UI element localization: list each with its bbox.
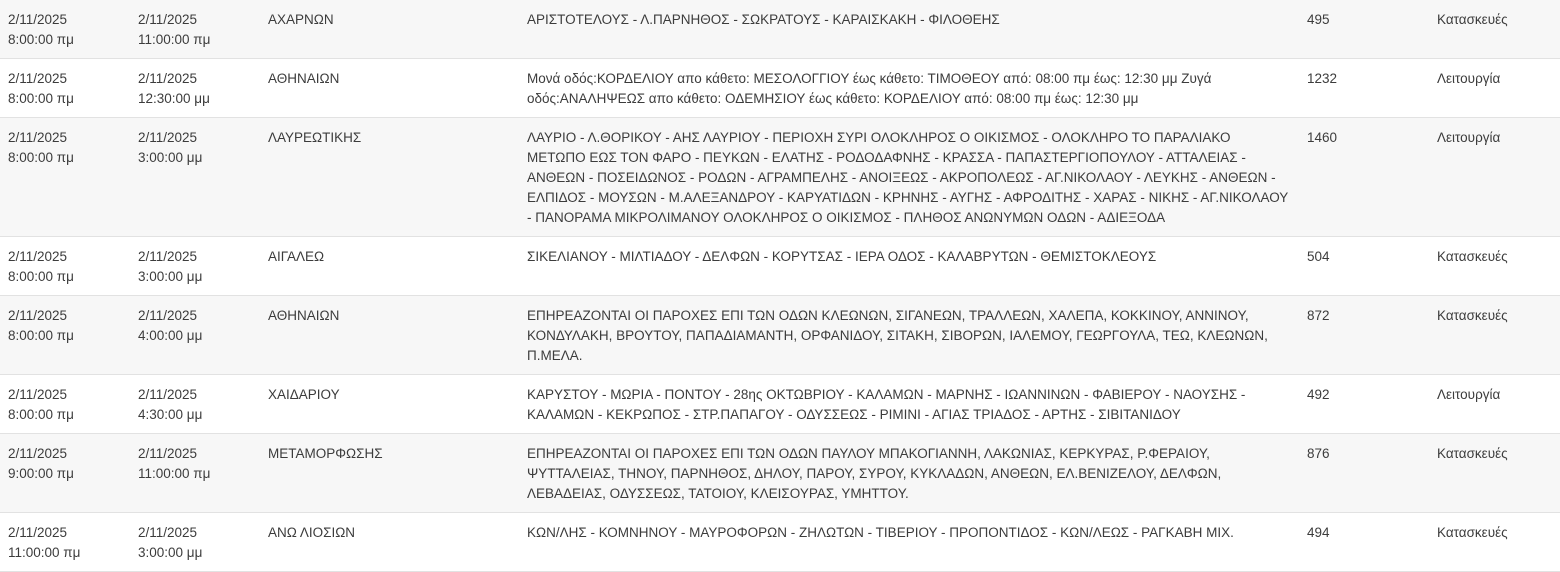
end-datetime-cell xyxy=(130,237,260,296)
number-cell: 504 xyxy=(1299,237,1429,296)
table-row xyxy=(0,0,1560,59)
end-datetime-cell xyxy=(130,118,260,237)
table-row xyxy=(0,118,1560,237)
end-time: 4:30:00 μμ xyxy=(138,407,203,422)
end-time: 3:00:00 μμ xyxy=(138,545,203,560)
end-date: 2/11/2025 xyxy=(138,71,198,86)
end-date: 2/11/2025 xyxy=(138,446,198,461)
municipality-cell: ΑΙΓΑΛΕΩ xyxy=(260,237,519,296)
affected-streets-cell: ΚΑΡΥΣΤΟΥ - ΜΩΡΙΑ - ΠΟΝΤΟΥ - 28ης ΟΚΤΩΒΡΙΟΥ - ΚΑΛΑΜΩΝ - ΜΑΡΝΗΣ - ΙΩΑΝΝΙΝΩΝ - ΦΑΒΙΕΡΟΥ - ΝΑΟΥΣΗΣ - ΚΑΛΑΜΩΝ - ΚΕΚΡΩΠΟΣ - ΣΤΡ.ΠΑΠΑΓΟΥ - ΟΔΥΣΣΕΩΣ - ΡΙΜΙΝΙ - ΑΓΙΑΣ ΤΡΙΑΔΟΣ - ΑΡΤΗΣ - ΣΙΒΙΤΑΝΙΔΟΥ xyxy=(519,375,1299,434)
table-row xyxy=(0,59,1560,118)
affected-streets-cell: ΚΩΝ/ΛΗΣ - ΚΟΜΝΗΝΟΥ - ΜΑΥΡΟΦΟΡΩΝ - ΖΗΛΩΤΩΝ - ΤΙΒΕΡΙΟΥ - ΠΡΟΠΟΝΤΙΔΟΣ - ΚΩΝ/ΛΕΩΣ - ΡΑΓΚΑΒΗ ΜΙΧ. xyxy=(519,513,1299,572)
end-datetime-cell xyxy=(130,513,260,572)
end-time: 12:30:00 μμ xyxy=(138,91,210,106)
start-datetime-cell xyxy=(0,59,130,118)
outage-type-cell: Κατασκευές xyxy=(1429,296,1560,375)
outage-type-cell: Κατασκευές xyxy=(1429,513,1560,572)
end-datetime-cell xyxy=(130,0,260,59)
municipality-cell: ΑΘΗΝΑΙΩΝ xyxy=(260,59,519,118)
start-datetime-cell xyxy=(0,434,130,513)
end-time: 3:00:00 μμ xyxy=(138,150,203,165)
outage-type-cell: Κατασκευές xyxy=(1429,434,1560,513)
end-datetime-cell xyxy=(130,59,260,118)
start-time: 8:00:00 πμ xyxy=(8,32,74,47)
affected-streets-cell: ΑΡΙΣΤΟΤΕΛΟΥΣ - Λ.ΠΑΡΝΗΘΟΣ - ΣΩΚΡΑΤΟΥΣ - ΚΑΡΑΙΣΚΑΚΗ - ΦΙΛΟΘΕΗΣ xyxy=(519,0,1299,59)
municipality-cell: ΧΑΙΔΑΡΙΟΥ xyxy=(260,375,519,434)
affected-streets-cell: ΛΑΥΡΙΟ - Λ.ΘΟΡΙΚΟΥ - ΑΗΣ ΛΑΥΡΙΟΥ - ΠΕΡΙΟΧΗ ΣΥΡΙ ΟΛΟΚΛΗΡΟΣ Ο ΟΙΚΙΣΜΟΣ - ΟΛΟΚΛΗΡΟ ΤΟ ΠΑΡΑΛΙΑΚΟ ΜΕΤΩΠΟ ΕΩΣ ΤΟΝ ΦΑΡΟ - ΠΕΥΚΩΝ - ΕΛΑΤΗΣ - ΡΟΔΟΔΑΦΝΗΣ - ΚΡΑΣΣΑ - ΠΑΠΑΣΤΕΡΓΙΟΠΟΥΛΟΥ - ΑΤΤΑΛΕΙΑΣ - ΑΝΘΕΩΝ - ΠΟΣΕΙΔΩΝΟΣ - ΡΟΔΩΝ - ΑΓΡΑΜΠΕΛΗΣ - ΑΝΟΙΞΕΩΣ - ΑΚΡΟΠΟΛΕΩΣ - ΑΓ.ΝΙΚΟΛΑΟΥ - ΛΕΥΚΗΣ - ΑΝΘΕΩΝ - ΕΛΠΙΔΟΣ - ΜΟΥΣΩΝ - Μ.ΑΛΕΞΑΝΔΡΟΥ - ΚΑΡΥΑΤΙΔΩΝ - ΚΡΗΝΗΣ - ΑΥΓΗΣ - ΑΦΡΟΔΙΤΗΣ - ΧΑΡΑΣ - ΝΙΚΗΣ - ΑΓ.ΝΙΚΟΛΑΟΥ - ΠΑΝΟΡΑΜΑ ΜΙΚΡΟΛΙΜΑΝΟΥ ΟΛΟΚΛΗΡΟΣ Ο ΟΙΚΙΣΜΟΣ - ΠΛΗΘΟΣ ΑΝΩΝΥΜΩΝ ΟΔΩΝ - ΑΔΙΕΞΟΔΑ xyxy=(519,118,1299,237)
table-row xyxy=(0,296,1560,375)
start-date: 2/11/2025 xyxy=(8,130,68,145)
end-date: 2/11/2025 xyxy=(138,387,198,402)
municipality-cell: ΑΧΑΡΝΩΝ xyxy=(260,0,519,59)
number-cell: 492 xyxy=(1299,375,1429,434)
municipality-cell: ΜΕΤΑΜΟΡΦΩΣΗΣ xyxy=(260,434,519,513)
start-datetime-cell xyxy=(0,118,130,237)
start-date: 2/11/2025 xyxy=(8,12,68,27)
end-date: 2/11/2025 xyxy=(138,249,198,264)
start-date: 2/11/2025 xyxy=(8,71,68,86)
end-time: 11:00:00 πμ xyxy=(138,466,211,481)
start-time: 8:00:00 πμ xyxy=(8,328,74,343)
end-date: 2/11/2025 xyxy=(138,12,198,27)
outage-type-cell: Κατασκευές xyxy=(1429,237,1560,296)
start-date: 2/11/2025 xyxy=(8,308,68,323)
number-cell: 1460 xyxy=(1299,118,1429,237)
end-date: 2/11/2025 xyxy=(138,525,198,540)
affected-streets-cell: ΣΙΚΕΛΙΑΝΟΥ - ΜΙΛΤΙΑΔΟΥ - ΔΕΛΦΩΝ - ΚΟΡΥΤΣΑΣ - ΙΕΡΑ ΟΔΟΣ - ΚΑΛΑΒΡΥΤΩΝ - ΘΕΜΙΣΤΟΚΛΕΟΥΣ xyxy=(519,237,1299,296)
table-row xyxy=(0,375,1560,434)
outage-type-cell: Λειτουργία xyxy=(1429,59,1560,118)
start-time: 8:00:00 πμ xyxy=(8,407,74,422)
start-time: 8:00:00 πμ xyxy=(8,269,74,284)
start-time: 11:00:00 πμ xyxy=(8,545,81,560)
end-datetime-cell xyxy=(130,296,260,375)
table-row xyxy=(0,434,1560,513)
start-date: 2/11/2025 xyxy=(8,249,68,264)
number-cell: 1232 xyxy=(1299,59,1429,118)
municipality-cell: ΛΑΥΡΕΩΤΙΚΗΣ xyxy=(260,118,519,237)
number-cell: 872 xyxy=(1299,296,1429,375)
start-time: 8:00:00 πμ xyxy=(8,150,74,165)
start-date: 2/11/2025 xyxy=(8,446,68,461)
outage-type-cell: Λειτουργία xyxy=(1429,375,1560,434)
end-datetime-cell xyxy=(130,375,260,434)
start-time: 8:00:00 πμ xyxy=(8,91,74,106)
number-cell: 495 xyxy=(1299,0,1429,59)
municipality-cell: ΑΝΩ ΛΙΟΣΙΩΝ xyxy=(260,513,519,572)
affected-streets-cell: ΕΠΗΡΕΑΖΟΝΤΑΙ ΟΙ ΠΑΡΟΧΕΣ ΕΠΙ ΤΩΝ ΟΔΩΝ ΠΑΥΛΟΥ ΜΠΑΚΟΓΙΑΝΝΗ, ΛΑΚΩΝΙΑΣ, ΚΕΡΚΥΡΑΣ, Ρ.ΦΕΡΑΙΟΥ, ΨΥΤΤΑΛΕΙΑΣ, ΤΗΝΟΥ, ΠΑΡΝΗΘΟΣ, ΔΗΛΟΥ, ΠΑΡΟΥ, ΣΥΡΟΥ, ΚΥΚΛΑΔΩΝ, ΑΝΘΕΩΝ, ΕΛ.ΒΕΝΙΖΕΛΟΥ, ΔΕΛΦΩΝ, ΛΕΒΑΔΕΙΑΣ, ΟΔΥΣΣΕΩΣ, ΤΑΤΟΙΟΥ, ΚΛΕΙΣΟΥΡΑΣ, ΥΜΗΤΤΟΥ. xyxy=(519,434,1299,513)
end-time: 4:00:00 μμ xyxy=(138,328,203,343)
start-datetime-cell xyxy=(0,237,130,296)
end-date: 2/11/2025 xyxy=(138,130,198,145)
end-datetime-cell xyxy=(130,434,260,513)
start-datetime-cell xyxy=(0,375,130,434)
start-datetime-cell xyxy=(0,513,130,572)
affected-streets-cell: ΕΠΗΡΕΑΖΟΝΤΑΙ ΟΙ ΠΑΡΟΧΕΣ ΕΠΙ ΤΩΝ ΟΔΩΝ ΚΛΕΩΝΩΝ, ΣΙΓΑΝΕΩΝ, ΤΡΑΛΛΕΩΝ, ΧΑΛΕΠΑ, ΚΟΚΚΙΝΟΥ, ΑΝΝΙΝΟΥ, ΚΟΝΔΥΛΑΚΗ, ΒΡΟΥΤΟΥ, ΠΑΠΑΔΙΑΜΑΝΤΗ, ΟΡΦΑΝΙΔΟΥ, ΣΙΤΑΚΗ, ΣΙΒΟΡΩΝ, ΙΑΛΕΜΟΥ, ΓΕΩΡΓΟΥΛΑ, ΤΕΩ, ΚΛΕΩΝΩΝ, Π.ΜΕΛΑ. xyxy=(519,296,1299,375)
start-date: 2/11/2025 xyxy=(8,387,68,402)
start-date: 2/11/2025 xyxy=(8,525,68,540)
start-datetime-cell xyxy=(0,0,130,59)
start-datetime-cell xyxy=(0,296,130,375)
outage-type-cell: Κατασκευές xyxy=(1429,0,1560,59)
table-row xyxy=(0,513,1560,572)
end-time: 11:00:00 πμ xyxy=(138,32,211,47)
number-cell: 876 xyxy=(1299,434,1429,513)
affected-streets-cell: Μονά οδός:ΚΟΡΔΕΛΙΟΥ απο κάθετο: ΜΕΣΟΛΟΓΓΙΟΥ έως κάθετο: ΤΙΜΟΘΕΟΥ από: 08:00 πμ έως: 12:30 μμ Ζυγά οδός:ΑΝΑΛΗΨΕΩΣ απο κάθετο: ΟΔΕΜΗΣΙΟΥ έως κάθετο: ΚΟΡΔΕΛΙΟΥ από: 08:00 πμ έως: 12:30 μμ xyxy=(519,59,1299,118)
end-date: 2/11/2025 xyxy=(138,308,198,323)
number-cell: 494 xyxy=(1299,513,1429,572)
municipality-cell: ΑΘΗΝΑΙΩΝ xyxy=(260,296,519,375)
table-row xyxy=(0,237,1560,296)
outage-type-cell: Λειτουργία xyxy=(1429,118,1560,237)
end-time: 3:00:00 μμ xyxy=(138,269,203,284)
start-time: 9:00:00 πμ xyxy=(8,466,74,481)
